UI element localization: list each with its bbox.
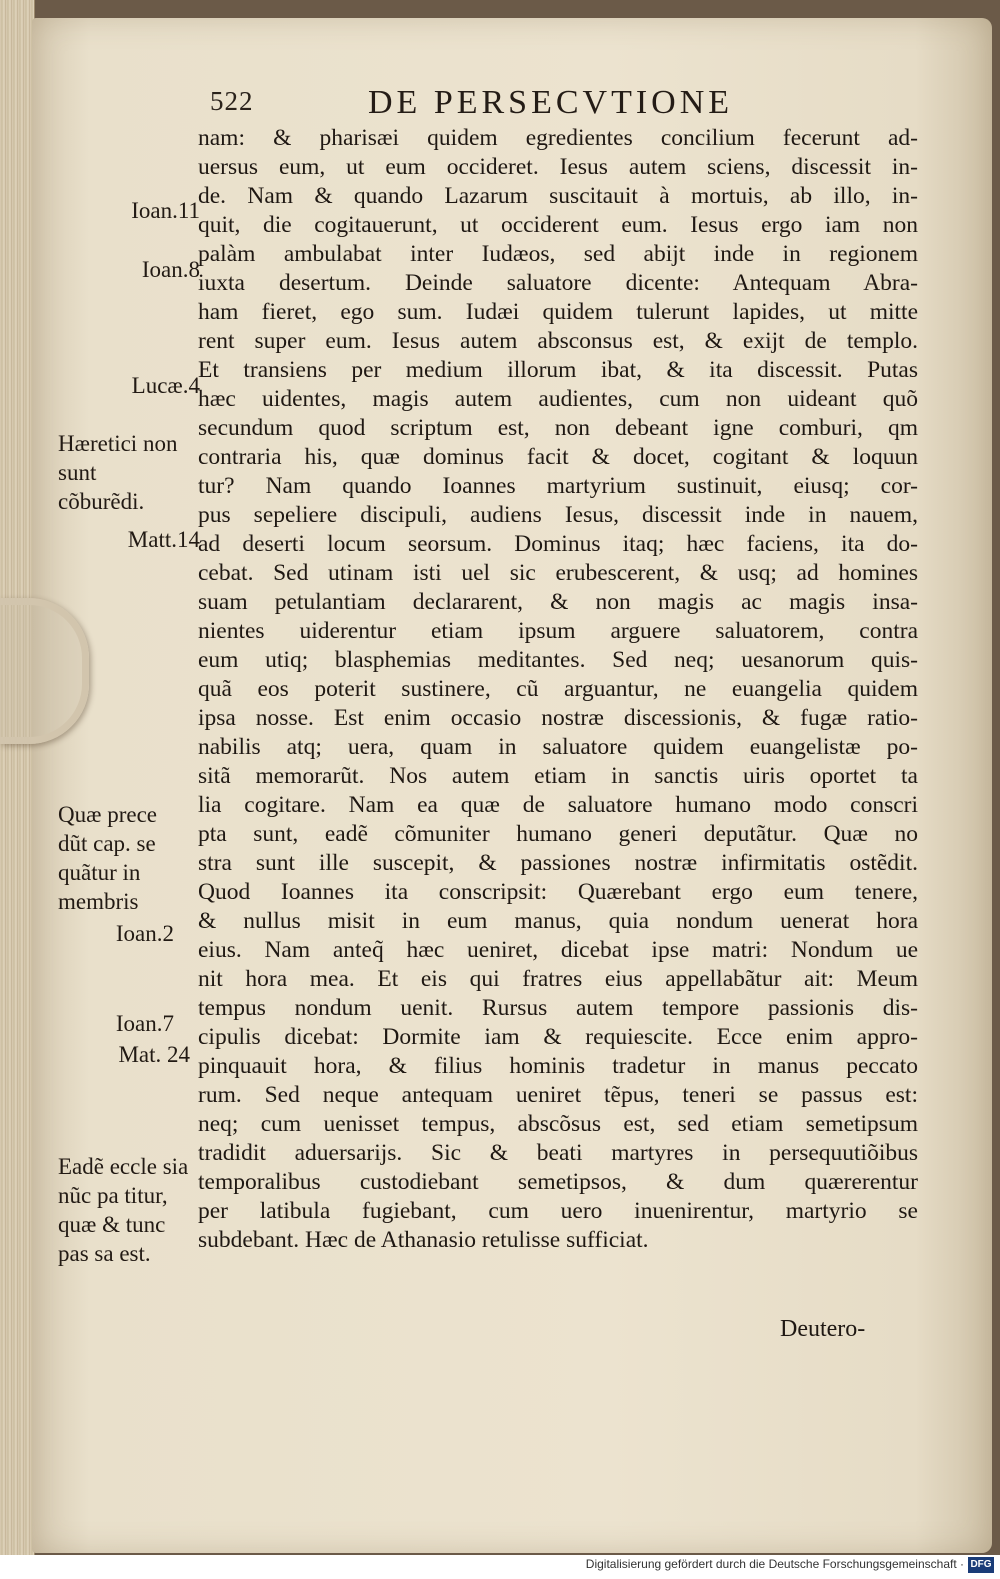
text-line: hæc uidentes, magis autem audientes, cum non uideant quõ (198, 386, 918, 412)
page-number: 522 (210, 86, 254, 116)
text-line: subdebant. Hæc de Athanasio retulisse sufficiat. (198, 1227, 649, 1253)
marginal-note: Ioan.8 (141, 257, 200, 282)
text-line: quit, die cogitauerunt, ut occiderent eum. Iesus ergo iam non (198, 212, 918, 238)
text-line: eius. Nam anteq̃ hæc ueniret, dicebat ipse matri: Nondum ue (198, 937, 918, 963)
text-line: secundum quod scriptum est, non debeant igne comburi, qm (198, 415, 918, 441)
text-line: eum utiq; blasphemias meditantes. Sed neq; uesanorum quis- (198, 647, 918, 673)
text-line: nit hora mea. Et eis qui fratres eius appellabãtur ait: Meum (198, 966, 918, 992)
catchword: Deutero- (780, 1316, 866, 1342)
text-line: palàm ambulabat inter Iudæos, sed abijt inde in regionem (198, 241, 918, 267)
text-line: contraria his, quæ dominus facit & docet, cogitant & loquun (198, 444, 918, 470)
dfg-logo-icon: DFG (968, 1557, 994, 1573)
text-line: ham fieret, ego sum. Iudæi quidem tulerunt lapides, ut mitte (198, 299, 918, 325)
text-line: de. Nam & quando Lazarum suscitauit à mortuis, ab illo, in- (198, 183, 918, 209)
text-line: tempus nondum uenit. Rursus autem tempore passionis dis- (198, 995, 918, 1021)
text-line: nam: & pharisæi quidem egredientes concilium fecerunt ad- (198, 125, 918, 151)
text-line: pinquauit hora, & filius hominis tradetur in manus peccato (198, 1053, 918, 1079)
text-line: nabilis atq; uera, quam in saluatore quidem euangelistæ po- (198, 734, 918, 760)
text-line: pta sunt, eadẽ cõmuniter humano generi deputãtur. Quæ no (198, 821, 918, 847)
text-line: & nullus misit in eum manus, quia nondum uenerat hora (198, 908, 918, 934)
marginal-note: Matt.14 (127, 527, 200, 552)
book-page-edges (0, 0, 35, 1555)
text-line: cebat. Sed utinam isti uel sic erubescerent, & usq; ad homines (198, 560, 918, 586)
running-head: DE PERSECVTIONE (368, 84, 734, 121)
marginal-note: Ioan.2 (115, 921, 174, 946)
marginal-note: Quæ prece dũt cap. se quãtur in membris (58, 802, 157, 914)
text-line: per latibula fugiebant, cum uero inuenirentur, martyrio se (198, 1198, 918, 1224)
text-line: sitã memorarũt. Nos autem etiam in sanctis uiris oportet ta (198, 763, 918, 789)
text-line: iuxta desertum. Deinde saluatore dicente: Antequam Abra- (198, 270, 918, 296)
marginal-note: Mat. 24 (118, 1042, 190, 1067)
text-line: pus sepeliere discipuli, audiens Iesus, discessit inde in nauem, (198, 502, 918, 528)
text-line: tradidit aduersarijs. Sic & beati martyres in persequutiõibus (198, 1140, 918, 1166)
text-line: Quod Ioannes ita conscripsit: Quærebant ergo eum tenere, (198, 879, 918, 905)
text-line: suam petulantiam declararent, & non magis ac magis insa- (198, 589, 918, 615)
text-line: temporalibus custodiebant semetipsos, & dum quærerentur (198, 1169, 918, 1195)
marginal-note: Lucæ.4 (131, 373, 200, 398)
marginal-note: Eadẽ eccle sia nũc pa titur, quæ & tunc pas sa est. (58, 1154, 189, 1266)
text-line: tur? Nam quando Ioannes martyrium sustinuit, eiusq; cor- (198, 473, 918, 499)
text-line: quã eos poterit sustinere, cũ arguantur, ne euangelia quidem (198, 676, 918, 702)
text-line: rum. Sed neque antequam ueniret tẽpus, teneri se passus est: (198, 1082, 918, 1108)
text-line: nientes uiderentur etiam ipsum arguere saluatorem, contra (198, 618, 918, 644)
text-line: uersus eum, ut eum occideret. Iesus autem sciens, discessit in- (198, 154, 918, 180)
text-line: ipsa nosse. Est enim occasio nostræ discessionis, & fugæ ratio- (198, 705, 918, 731)
text-line: rent super eum. Iesus autem absconsus est, & exijt de templo. (198, 328, 918, 354)
text-line: cipulis dicebat: Dormite iam & requiescite. Ecce enim appro- (198, 1024, 918, 1050)
body-text (198, 124, 918, 1255)
text-line: neq; cum uenisset tempus, abscõsus est, sed etiam semetipsum (198, 1111, 918, 1137)
marginal-note: Ioan.7 (115, 1011, 174, 1036)
text-line: ad deserti locum seorsum. Dominus itaq; hæc faciens, ita do- (198, 531, 918, 557)
text-line: lia cogitare. Nam ea quæ de saluatore humano modo conscri (198, 792, 918, 818)
marginal-note: Hæretici non sunt cõburẽdi. (58, 431, 178, 514)
text-line: Et transiens per medium illorum ibat, & ita discessit. Putas (198, 357, 918, 383)
footer-credit: Digitalisierung gefördert durch die Deutsche Forschungsgemeinschaft · (585, 1557, 964, 1571)
text-line: stra sunt ille suscepit, & passiones nostræ infirmitatis ostẽdit. (198, 850, 918, 876)
marginal-note: Ioan.11 (131, 198, 200, 223)
